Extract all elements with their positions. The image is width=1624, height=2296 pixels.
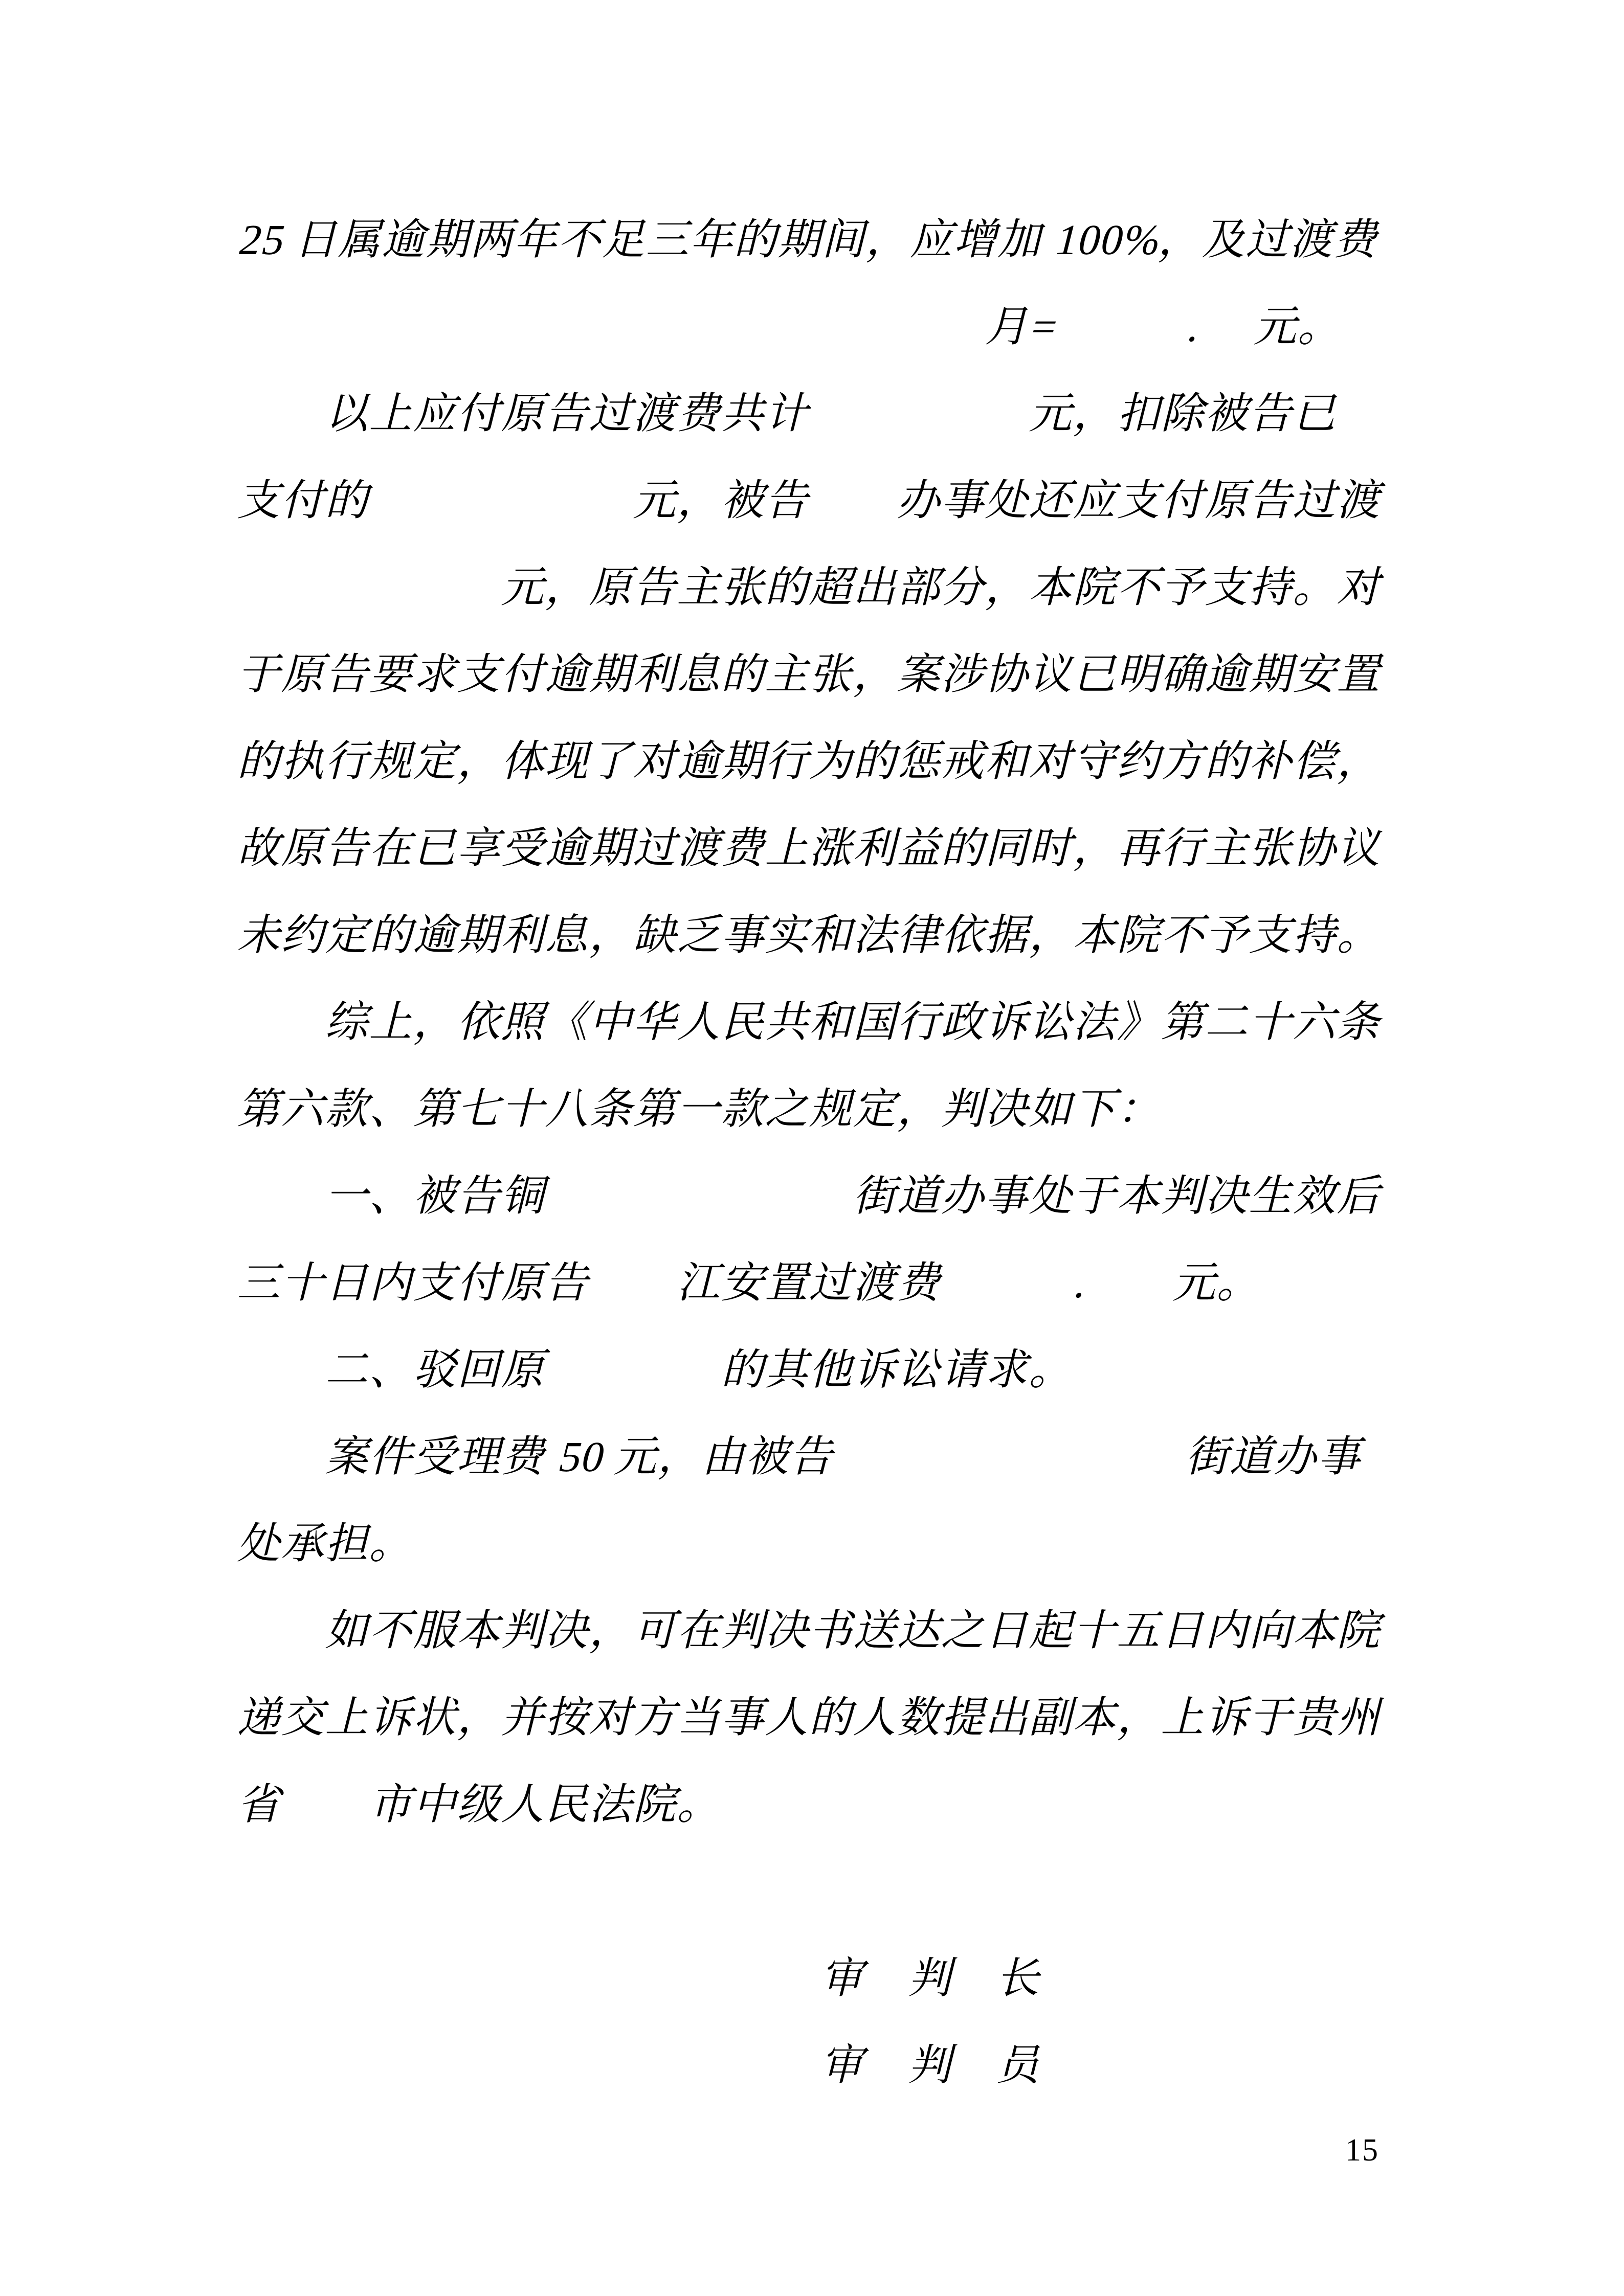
- body-line: 三十日内支付原告 江安置过渡费 . 元。: [234, 1259, 1270, 1307]
- body-line: 25 日属逾期两年不足三年的期间，应增加 100%，及过渡费: [234, 216, 1387, 264]
- body-line: 如不服本判决，可在判决书送达之日起十五日内向本院: [234, 1607, 1390, 1655]
- body-line: 第六款、第七十八条第一款之规定，判决如下：: [234, 1086, 1170, 1133]
- judgment-body: [234, 197, 1468, 2109]
- body-line: 案件受理费 50 元，由被告 街道办事: [234, 1433, 1371, 1481]
- body-line: 支付的 元，被告 办事处还应支付原告过渡: [234, 477, 1390, 525]
- presiding-judge-signature-line: 审 判 长: [817, 1955, 1050, 2002]
- body-line: 于原告要求支付逾期利息的主张，案涉协议已明确逾期安置: [234, 651, 1390, 699]
- body-line: 元，原告主张的超出部分，本院不予支持。对: [234, 564, 1390, 612]
- body-line: 综上，依照《中华人民共和国行政诉讼法》第二十六条: [234, 999, 1390, 1046]
- body-line: 递交上诉状，并按对方当事人的人数提出副本，上诉于贵州: [234, 1694, 1390, 1742]
- body-line: 月= . 元。: [234, 303, 1351, 351]
- blank-line: [230, 1849, 1479, 1935]
- body-line: 省 市中级人民法院。: [234, 1781, 730, 1829]
- judge-signature-line: 审 判 员: [817, 2042, 1050, 2089]
- body-line: 二、驳回原 的其他诉讼请求。: [234, 1346, 1082, 1394]
- body-line: 一、被告铜 街道办事处于本判决生效后: [234, 1173, 1390, 1220]
- body-line: 处承担。: [234, 1520, 422, 1568]
- page-number: 15: [1345, 2133, 1379, 2168]
- body-line: 的执行规定，体现了对逾期行为的惩戒和对守约方的补偿，: [234, 738, 1390, 785]
- body-line: 故原告在已享受逾期过渡费上涨利益的同时，再行主张协议: [234, 825, 1390, 872]
- body-line: 以上应付原告过渡费共计 元，扣除被告已: [234, 390, 1346, 438]
- body-line: 未约定的逾期利息，缺乏事实和法律依据，本院不予支持。: [234, 912, 1390, 959]
